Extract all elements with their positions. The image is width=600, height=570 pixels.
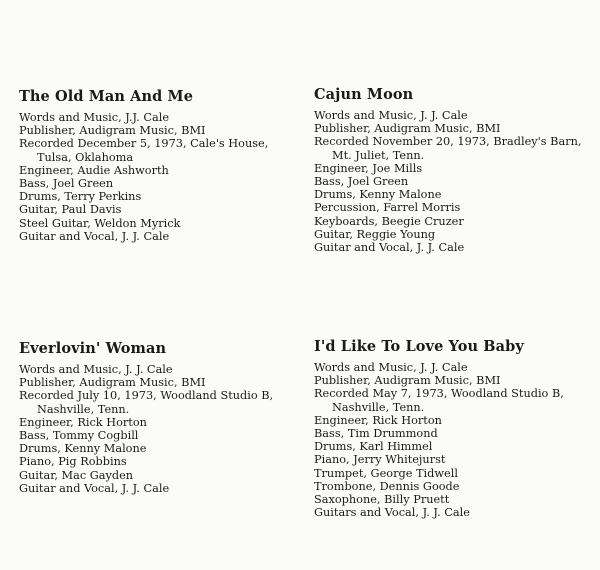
song-credits-block <box>314 338 599 519</box>
credit-line: Guitar, Paul Davis <box>19 203 122 217</box>
credit-line: Keyboards, Beegie Cruzer <box>314 214 464 228</box>
credit-line: Tulsa, Oklahoma <box>37 150 134 164</box>
credits-list <box>314 109 599 254</box>
credits-list <box>314 361 599 519</box>
credit-line: Trumpet, George Tidwell <box>314 466 458 480</box>
credit-line: Drums, Terry Perkins <box>19 190 142 204</box>
credit-line: Bass, Tim Drummond <box>314 427 438 441</box>
credit-line: Nashville, Tenn. <box>37 402 130 416</box>
credit-line: Engineer, Audie Ashworth <box>19 163 169 177</box>
credit-line: Recorded November 20, 1973, Bradley's Barn, <box>314 135 582 149</box>
credit-line: Engineer, Joe Mills <box>314 161 423 175</box>
credit-line: Engineer, Rick Horton <box>19 415 147 429</box>
credit-line: Guitar and Vocal, J. J. Cale <box>19 481 170 495</box>
credit-line: Words and Music, J. J. Cale <box>19 363 173 376</box>
credit-line: Drums, Kenny Malone <box>19 442 147 456</box>
credit-line: Drums, Kenny Malone <box>314 188 442 202</box>
credit-line: Recorded July 10, 1973, Woodland Studio B, <box>19 389 274 403</box>
credit-line: Guitar, Mac Gayden <box>19 468 134 482</box>
credit-line: Guitars and Vocal, J. J. Cale <box>314 506 470 520</box>
credit-line: Drums, Karl Himmel <box>314 440 433 454</box>
credit-line: Words and Music, J. J. Cale <box>314 109 468 122</box>
credit-line: Piano, Jerry Whitejurst <box>314 453 446 467</box>
credit-line: Publisher, Audigram Music, BMI <box>19 376 206 390</box>
song-credits-block <box>314 86 599 254</box>
credit-line: Nashville, Tenn. <box>332 400 425 414</box>
credits-list <box>19 111 304 243</box>
credit-line: Publisher, Audigram Music, BMI <box>314 374 501 388</box>
credit-line: Guitar and Vocal, J. J. Cale <box>314 241 465 255</box>
credit-line: Saxophone, Billy Pruett <box>314 493 450 507</box>
credit-line: Trombone, Dennis Goode <box>314 479 460 493</box>
song-credits-block <box>19 88 304 243</box>
credit-line: Recorded May 7, 1973, Woodland Studio B, <box>314 387 564 401</box>
credit-line: Bass, Joel Green <box>19 177 114 191</box>
song-title: The Old Man And Me <box>19 88 194 105</box>
song-title: Cajun Moon <box>314 86 414 103</box>
song-title: Everlovin' Woman <box>19 340 167 357</box>
credit-line: Guitar, Reggie Young <box>314 227 436 241</box>
credit-line: Steel Guitar, Weldon Myrick <box>19 216 181 230</box>
credit-line: Words and Music, J.J. Cale <box>19 111 170 124</box>
credits-list <box>19 363 304 495</box>
credit-line: Engineer, Rick Horton <box>314 413 442 427</box>
credit-line: Bass, Joel Green <box>314 175 409 189</box>
credit-line: Publisher, Audigram Music, BMI <box>19 124 206 138</box>
credit-line: Percussion, Farrel Morris <box>314 201 461 215</box>
credit-line: Mt. Juliet, Tenn. <box>332 148 425 162</box>
credit-line: Bass, Tommy Cogbill <box>19 429 139 443</box>
song-credits-block <box>19 340 304 495</box>
song-title: I'd Like To Love You Baby <box>314 338 524 355</box>
credit-line: Guitar and Vocal, J. J. Cale <box>19 229 170 243</box>
credit-line: Recorded December 5, 1973, Cale's House, <box>19 137 269 151</box>
credit-line: Publisher, Audigram Music, BMI <box>314 122 501 136</box>
credit-line: Words and Music, J. J. Cale <box>314 361 468 374</box>
credit-line: Piano, Pig Robbins <box>19 455 127 469</box>
